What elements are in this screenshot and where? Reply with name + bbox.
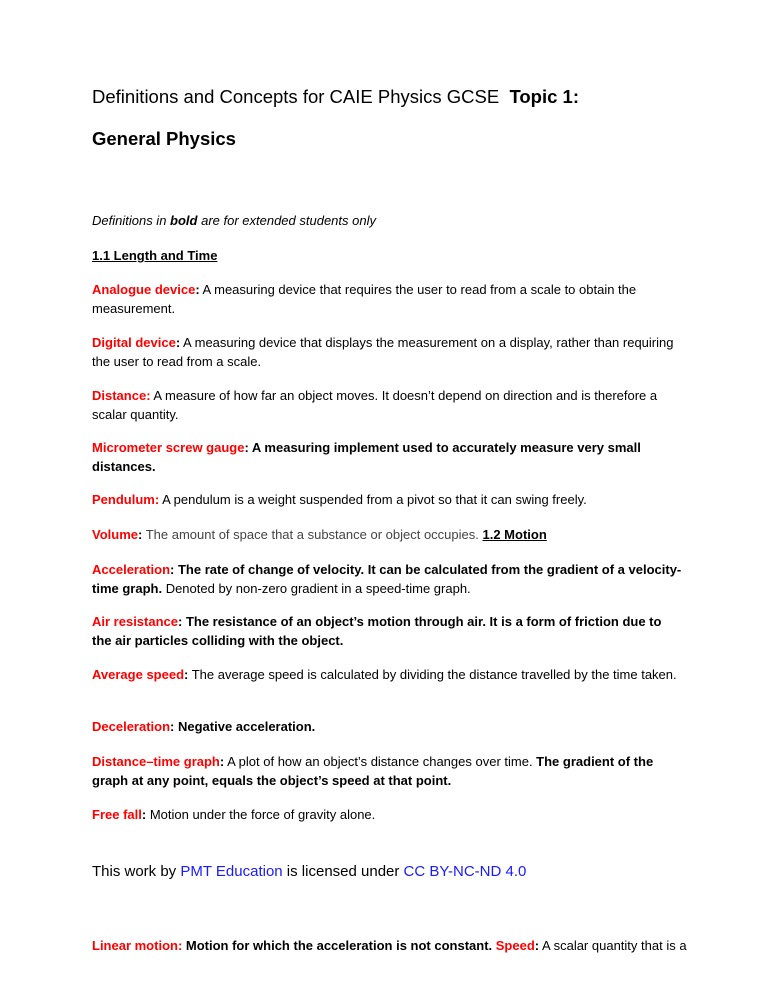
- note-pre: Definitions in: [92, 213, 171, 228]
- definition-air-resistance: [92, 612, 682, 650]
- license-notice: [92, 863, 526, 880]
- term: Distance–time graph: [92, 754, 220, 769]
- colon: :: [184, 667, 189, 682]
- definition-text: A pendulum is a weight suspended from a pivot so that it can swing freely.: [159, 492, 587, 507]
- definition-average-speed: [92, 665, 682, 684]
- title-topic: Topic 1:: [509, 86, 579, 107]
- document-title: [92, 86, 579, 108]
- term: Acceleration: [92, 562, 171, 577]
- definition-text: : A measuring implement used to accurately measure very small distances.: [92, 440, 641, 474]
- colon: :: [138, 527, 143, 542]
- term: Free fall: [92, 807, 142, 822]
- definition-volume: [92, 525, 682, 544]
- definition-text: Denoted by non-zero gradient in a speed-time graph.: [162, 581, 471, 596]
- cc-license-link[interactable]: CC BY-NC-ND 4.0: [403, 863, 527, 880]
- term-speed: Speed: [495, 938, 535, 953]
- definition-free-fall: [92, 805, 682, 824]
- definition-micrometer: [92, 438, 682, 476]
- definition-distance-time-graph: [92, 752, 682, 790]
- colon: :: [534, 938, 540, 953]
- definition-distance: [92, 386, 682, 424]
- definition-bold-text: The gradient of the graph at any point, equals the object’s speed at that point.: [92, 754, 654, 788]
- term: Deceleration: [92, 719, 171, 734]
- term-linear-motion: Linear motion:: [92, 938, 183, 953]
- term: Micrometer screw gauge: [92, 440, 245, 455]
- pmt-education-link[interactable]: PMT Education: [180, 863, 283, 880]
- extended-note: [92, 213, 376, 228]
- term: Volume: [92, 527, 138, 542]
- note-bold: bold: [170, 213, 198, 228]
- colon: :: [141, 807, 147, 822]
- definition-pendulum: [92, 490, 682, 509]
- definition-bold-text: : The rate of change of velocity. It can be calculated from the gradient of a velocity-time graph.: [92, 562, 682, 596]
- title-plain: Definitions and Concepts for CAIE Physics GCSE: [92, 86, 500, 107]
- document-subtitle: General Physics: [92, 128, 236, 149]
- term: Digital device: [92, 335, 176, 350]
- colon: :: [219, 754, 225, 769]
- definition-text: The amount of space that a substance or object occupies.: [142, 527, 483, 542]
- definition-text: A measuring device that requires the user to read from a scale to obtain the measurement.: [92, 282, 637, 316]
- speed-text: A scalar quantity that is a: [539, 938, 687, 953]
- definition-text: A measuring device that displays the measurement on a display, rather than requiring the user to read from a scale.: [92, 335, 674, 369]
- section-heading-1-1: 1.1 Length and Time: [92, 248, 218, 263]
- note-post: are for extended students only: [197, 213, 376, 228]
- colon: :: [175, 335, 181, 350]
- definition-deceleration: [92, 717, 682, 736]
- definition-digital-device: [92, 333, 682, 371]
- definition-text: The average speed is calculated by dividing the distance travelled by the time taken.: [188, 667, 677, 682]
- definition-text: Motion under the force of gravity alone.: [146, 807, 376, 822]
- definition-linear-motion-speed: [92, 938, 687, 953]
- section-heading-1-2: 1.2 Motion: [482, 527, 547, 542]
- term: Average speed: [92, 667, 185, 682]
- linear-motion-text: Motion for which the acceleration is not constant.: [182, 938, 496, 953]
- license-mid: is licensed under: [282, 863, 404, 880]
- term: Air resistance: [92, 614, 178, 629]
- definition-text: : Negative acceleration.: [170, 719, 316, 734]
- colon: :: [195, 282, 200, 297]
- term: Pendulum:: [92, 492, 160, 507]
- term: Analogue device: [92, 282, 196, 297]
- definition-text: : The resistance of an object’s motion through air. It is a form of friction due to the air particles colliding with the object.: [92, 614, 662, 648]
- definition-text: A plot of how an object’s distance changes over time.: [224, 754, 537, 769]
- license-pre: This work by: [92, 863, 181, 880]
- term: Distance:: [92, 388, 151, 403]
- definition-analogue-device: [92, 280, 682, 318]
- definition-acceleration: [92, 560, 682, 598]
- definition-text: A measure of how far an object moves. It doesn’t depend on direction and is therefore a scalar quantity.: [92, 388, 658, 422]
